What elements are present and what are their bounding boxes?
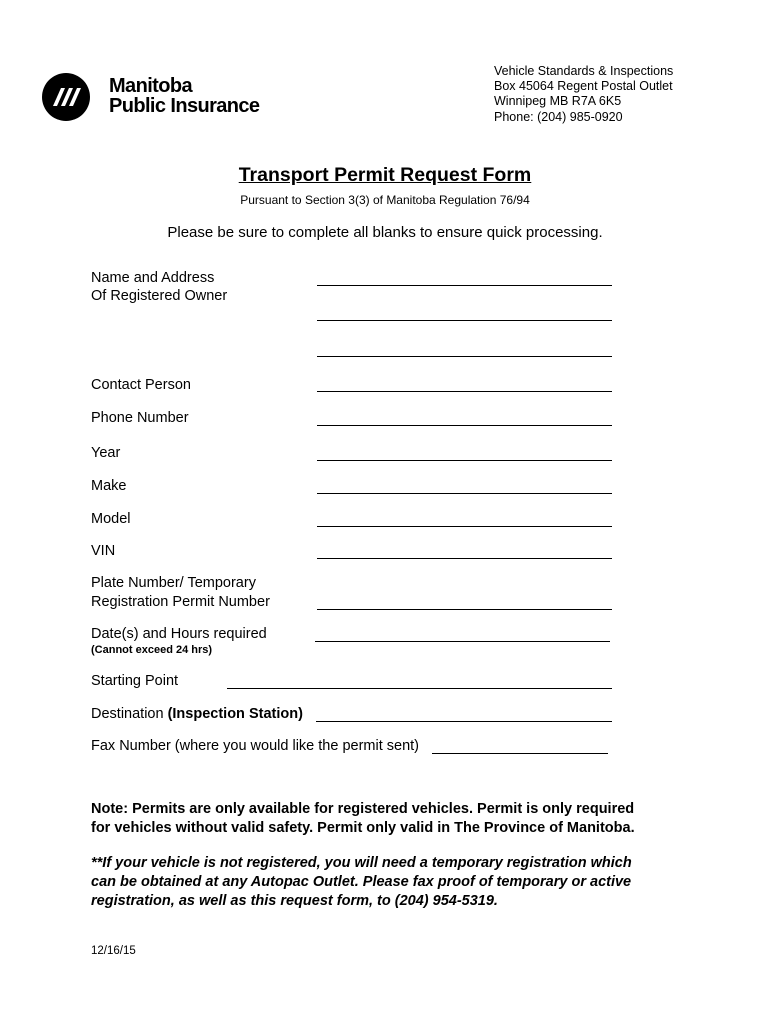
contact-blank[interactable] bbox=[317, 391, 612, 392]
address-line: Box 45064 Regent Postal Outlet bbox=[494, 79, 673, 94]
owner-label-line-2: Of Registered Owner bbox=[91, 288, 228, 304]
vin-label: VIN bbox=[91, 543, 116, 559]
start-label: Starting Point bbox=[91, 673, 179, 689]
form-instruction: Please be sure to complete all blanks to ensure quick processing. bbox=[167, 224, 603, 241]
form-subtitle: Pursuant to Section 3(3) of Manitoba Regulation 76/94 bbox=[240, 193, 530, 207]
plate-label-line-2: Registration Permit Number bbox=[91, 594, 270, 610]
registration-note bbox=[91, 854, 691, 911]
destination-label bbox=[91, 706, 303, 722]
owner-blank-2[interactable] bbox=[317, 320, 612, 321]
owner-label-line-1: Name and Address bbox=[91, 270, 215, 286]
owner-blank-1[interactable] bbox=[317, 285, 612, 286]
dates-label: Date(s) and Hours required bbox=[91, 626, 267, 642]
address-line: Vehicle Standards & Inspections bbox=[494, 64, 674, 78]
model-blank[interactable] bbox=[317, 526, 612, 527]
contact-label: Contact Person bbox=[91, 377, 191, 393]
destination-blank[interactable] bbox=[316, 721, 612, 722]
fax-label: Fax Number (where you would like the permit sent) bbox=[91, 738, 419, 754]
dates-note: (Cannot exceed 24 hrs) bbox=[91, 644, 213, 656]
logo-line-2: Public Insurance bbox=[109, 95, 260, 117]
model-label: Model bbox=[91, 511, 131, 527]
revision-date: 12/16/15 bbox=[91, 945, 136, 957]
year-blank[interactable] bbox=[317, 460, 612, 461]
mpi-logo-icon bbox=[42, 73, 90, 121]
address-line: Winnipeg MB R7A 6K5 bbox=[494, 94, 622, 109]
address-block bbox=[494, 64, 673, 125]
make-label: Make bbox=[91, 478, 127, 494]
vin-blank[interactable] bbox=[317, 558, 612, 559]
destination-label-bold: (Inspection Station) bbox=[167, 706, 303, 722]
make-blank[interactable] bbox=[317, 493, 612, 494]
start-blank[interactable] bbox=[227, 688, 612, 689]
phone-label: Phone Number bbox=[91, 410, 189, 426]
destination-label-text: Destination bbox=[91, 706, 164, 722]
dates-blank[interactable] bbox=[315, 641, 610, 642]
registration-note-line-3: registration, as well as this request form, to (204) 954-5319. bbox=[91, 893, 498, 909]
year-label: Year bbox=[91, 445, 121, 461]
plate-label-line-1: Plate Number/ Temporary bbox=[91, 575, 256, 591]
registration-note-line-2: can be obtained at any Autopac Outlet. Please fax proof of temporary or active bbox=[91, 874, 632, 890]
permit-note bbox=[91, 800, 691, 838]
plate-blank[interactable] bbox=[317, 609, 612, 610]
logo-wordmark bbox=[109, 76, 259, 116]
registration-note-line-1: **If your vehicle is not registered, you will need a temporary registration which bbox=[91, 855, 632, 871]
owner-blank-3[interactable] bbox=[317, 356, 612, 357]
permit-note-line-1: Note: Permits are only available for registered vehicles. Permit is only required bbox=[91, 801, 635, 817]
permit-note-line-2: for vehicles without valid safety. Permit only valid in The Province of Manitoba. bbox=[91, 820, 635, 836]
fax-blank[interactable] bbox=[432, 753, 608, 754]
logo-line-1: Manitoba bbox=[109, 75, 192, 97]
form-title: Transport Permit Request Form bbox=[238, 164, 532, 186]
phone-blank[interactable] bbox=[317, 425, 612, 426]
address-line: Phone: (204) 985-0920 bbox=[494, 109, 623, 124]
